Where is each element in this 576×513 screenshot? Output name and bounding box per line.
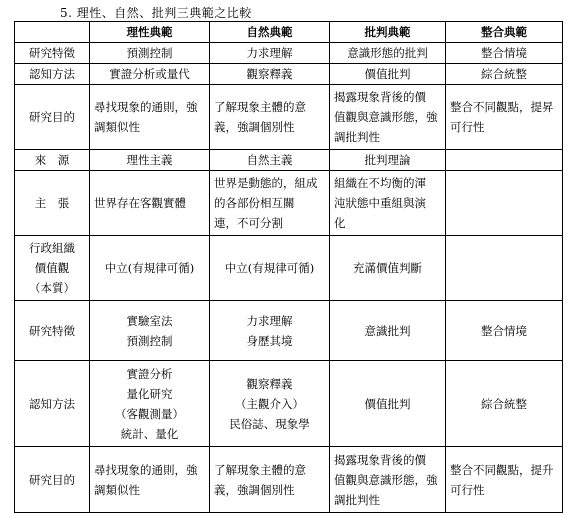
row-label-line: 價值觀: [34, 261, 70, 275]
table-row: [15, 64, 563, 85]
cell-line: 值觀與意識形態，強: [334, 472, 438, 487]
cell-line: 可行性: [450, 482, 485, 497]
table-cell: [90, 361, 210, 447]
row-label: 研究目的: [15, 85, 90, 150]
row-label-line: （本質）: [29, 281, 75, 295]
table-row: [15, 43, 563, 64]
row-label: 認知方法: [15, 361, 90, 447]
column-header: 整合典範: [446, 22, 563, 43]
cell-line: 調批判性: [334, 492, 380, 507]
table-row: [15, 150, 563, 171]
document-title: 5. 理性、自然、批判三典範之比較: [60, 6, 252, 20]
cell-line: 值觀與意識形態，強: [334, 110, 438, 124]
cell-line: 揭露現象背後的價: [334, 452, 426, 467]
cell-line: 連，不可分割: [214, 216, 283, 230]
cell-line: 沌狀態中重組與演: [334, 196, 426, 210]
table-cell: 綜合統整: [446, 361, 563, 447]
table-cell: 力求理解: [210, 43, 330, 64]
table-cell: [90, 447, 210, 513]
table-row: [15, 301, 563, 361]
cell-line: 調批判性: [334, 130, 380, 144]
table-cell: 世界存在客觀實體: [90, 171, 210, 236]
row-label: 認知方法: [15, 64, 90, 85]
table-cell: 自然主義: [210, 150, 330, 171]
table-cell: [330, 447, 446, 513]
table-row: [15, 447, 563, 513]
cell-line: 的各部份相互關: [214, 196, 295, 210]
cell-line: 統計、量化: [120, 426, 179, 441]
column-header: 自然典範: [210, 22, 330, 43]
table-cell: [330, 171, 446, 236]
cell-line: 調類似性: [94, 482, 140, 497]
column-header: 理性典範: [90, 22, 210, 43]
table-row: [15, 171, 563, 236]
table-cell: 實證分析或量代: [90, 64, 210, 85]
table-cell: 價值批判: [330, 64, 446, 85]
cell-line: 可行性: [450, 120, 485, 134]
row-label: [15, 236, 90, 301]
cell-line: 整合不同觀點，提昇: [450, 100, 554, 114]
table-cell: [90, 301, 210, 361]
column-header: [15, 22, 90, 43]
table-cell: 預測控制: [90, 43, 210, 64]
cell-line: 揭露現象背後的價: [334, 90, 426, 104]
cell-line: 尋找現象的通則，強: [94, 100, 198, 114]
cell-line: 實驗室法: [126, 313, 173, 328]
cell-line: （主觀介入）: [235, 396, 304, 411]
table-cell: [446, 85, 563, 150]
table-cell: 價值批判: [330, 361, 446, 447]
table-row: [15, 361, 563, 447]
table-cell: 觀察釋義: [210, 64, 330, 85]
cell-line: 力求理解: [246, 313, 293, 328]
cell-line: 調類似性: [94, 120, 140, 134]
cell-line: 了解現象主體的意: [214, 462, 306, 477]
cell-line: 義，強調個別性: [214, 482, 295, 497]
table-cell: [210, 447, 330, 513]
header-row: [15, 22, 563, 43]
row-label: 來 源: [15, 150, 90, 171]
table-cell: [446, 447, 563, 513]
cell-line: 預測控制: [126, 333, 173, 348]
table-cell: 整合情境: [446, 301, 563, 361]
cell-line: 民俗誌、現象學: [229, 416, 310, 431]
table-cell: 綜合統整: [446, 64, 563, 85]
table-cell: 批判理論: [330, 150, 446, 171]
table-cell: [90, 85, 210, 150]
table-cell: [210, 85, 330, 150]
cell-line: 化: [334, 216, 346, 230]
table-cell: 中立(有規律可循): [210, 236, 330, 301]
table-cell: 整合情境: [446, 43, 563, 64]
row-label: 研究目的: [15, 447, 90, 513]
table-cell: 充滿價值判斷: [330, 236, 446, 301]
cell-line: （客觀測量）: [115, 406, 184, 421]
cell-line: 世界是動態的，組成: [214, 176, 318, 190]
table-cell: [210, 171, 330, 236]
cell-line: 義，強調個別性: [214, 120, 295, 134]
table-cell: [446, 150, 563, 171]
table-row: [15, 85, 563, 150]
cell-line: 組織在不均衡的渾: [334, 176, 426, 190]
cell-line: 尋找現象的通則，強: [94, 462, 198, 477]
row-label-line: 行政組織: [29, 241, 75, 255]
comparison-table: [14, 21, 563, 513]
table-row: [15, 236, 563, 301]
table-cell: 中立(有規律可循): [90, 236, 210, 301]
cell-line: 觀察釋義: [246, 376, 293, 391]
row-label: 研究特徵: [15, 43, 90, 64]
table-cell: 意識批判: [330, 301, 446, 361]
table-cell: 意識形態的批判: [330, 43, 446, 64]
table-cell: [330, 85, 446, 150]
table-cell: [446, 236, 563, 301]
cell-line: 了解現象主體的意: [214, 100, 306, 114]
cell-line: 身歷其境: [246, 333, 293, 348]
row-label: 研究特徵: [15, 301, 90, 361]
cell-line: 實證分析: [126, 366, 173, 381]
cell-line: 量化研究: [126, 386, 173, 401]
table-cell: [446, 171, 563, 236]
row-label: 主 張: [15, 171, 90, 236]
column-header: 批判典範: [330, 22, 446, 43]
table-cell: 理性主義: [90, 150, 210, 171]
table-cell: [210, 361, 330, 447]
cell-line: 整合不同觀點，提升: [450, 462, 554, 477]
table-cell: [210, 301, 330, 361]
